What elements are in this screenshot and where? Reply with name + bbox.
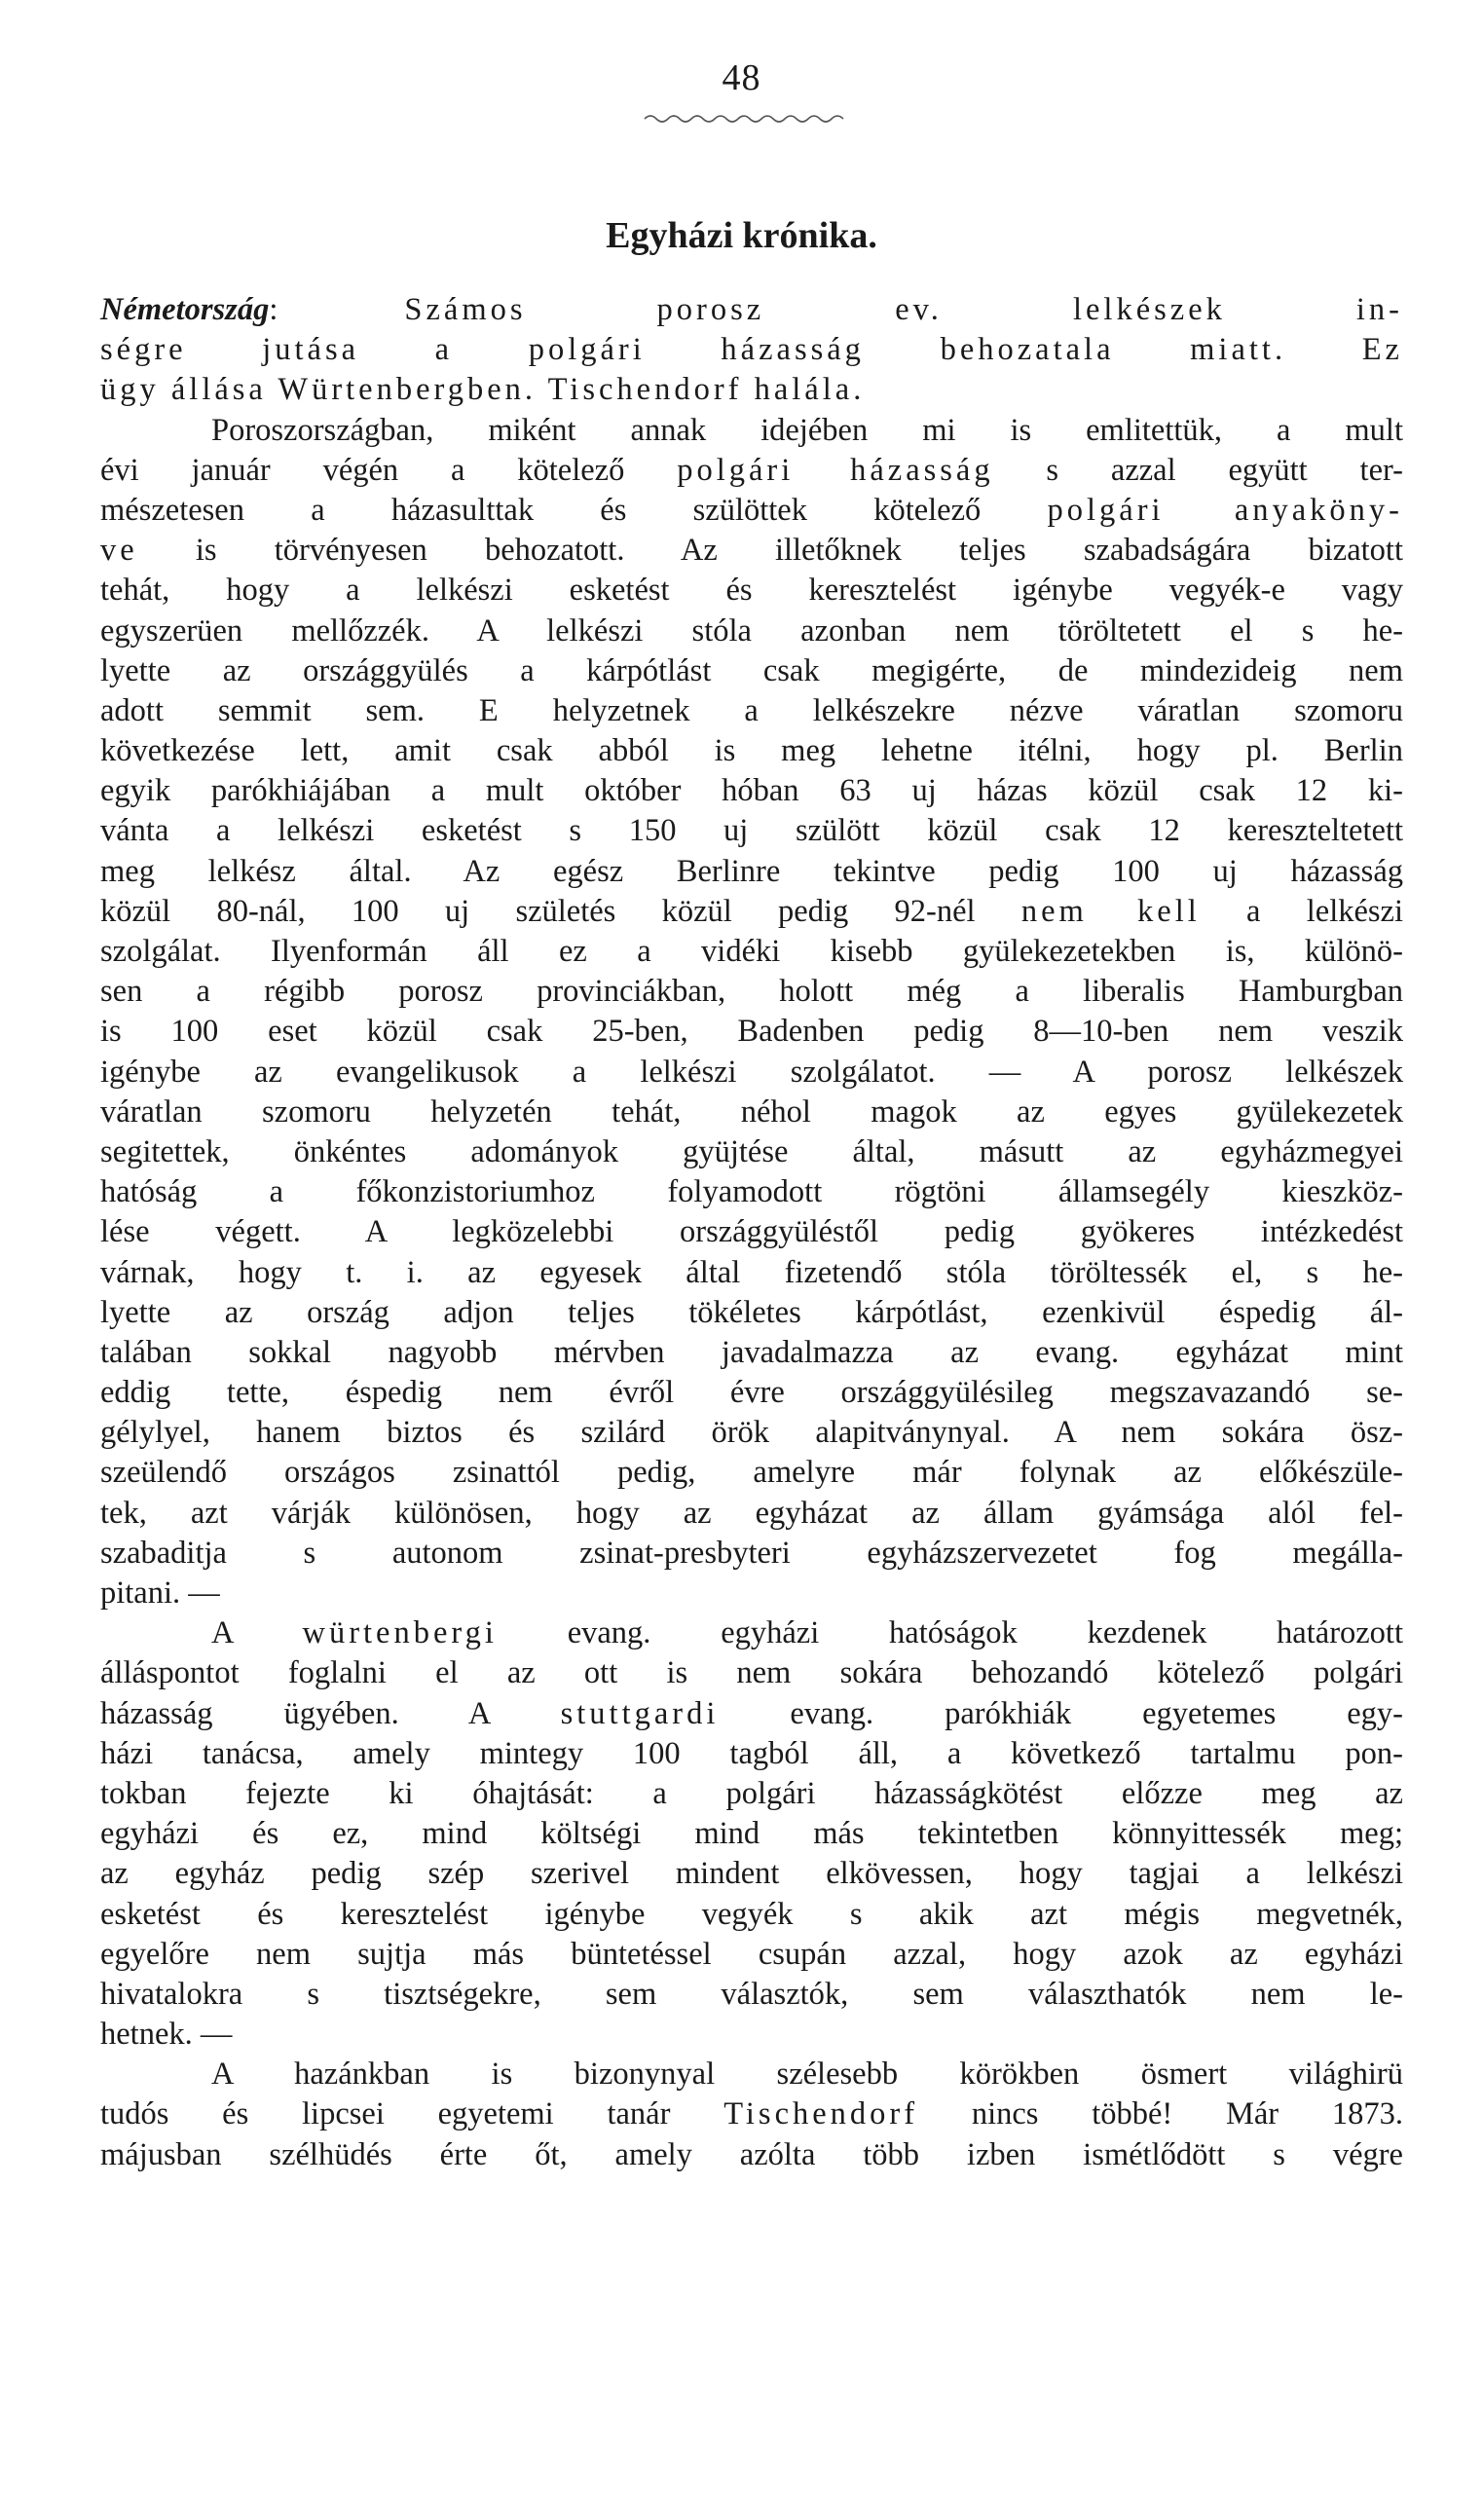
text-run: az egyház pedig szép szerivel mindent elkövessen, hogy tagjai a lelkészi xyxy=(100,1856,1403,1892)
text-run: Poroszországban, miként annak idejében mi is emlitettük, a mult xyxy=(211,412,1403,448)
text-line xyxy=(100,1494,1403,1534)
text-run: esketést és keresztelést igénybe vegyék s akik azt mégis megvetnék, xyxy=(100,1896,1403,1932)
ornament-rule xyxy=(643,111,847,127)
text-run: tokban fejezte ki óhajtását: a polgári házasságkötést előzze meg az xyxy=(100,1775,1403,1811)
text-run: közül 80-nál, 100 uj születés közül pedig 92-nél xyxy=(100,893,1021,929)
article-body xyxy=(100,290,1403,2175)
spaced-emphasis: Tischendorf xyxy=(723,2096,919,2132)
spaced-emphasis: würtenbergi xyxy=(302,1615,498,1651)
text-line xyxy=(100,2094,1403,2134)
spaced-emphasis: ügy állása Würtenbergben. Tischendorf halála. xyxy=(100,372,866,408)
text-line xyxy=(100,811,1403,851)
text-line xyxy=(100,1333,1403,1373)
spaced-emphasis: ségre jutása a polgári házasság behozatala miatt. Ez xyxy=(100,332,1403,368)
text-line xyxy=(100,531,1403,571)
text-run: egyik parókhiájában a mult október hóban 63 uj házas közül csak 12 ki- xyxy=(100,773,1403,809)
text-run: évi január végén a kötelező xyxy=(100,452,678,488)
text-line xyxy=(100,370,1403,410)
text-line xyxy=(100,1093,1403,1132)
spaced-emphasis: nem kell xyxy=(1020,893,1201,929)
text-line xyxy=(100,1574,1403,1613)
text-run: várnak, hogy t. i. az egyesek által fizetendő stóla töröltessék el, s he- xyxy=(100,1254,1403,1290)
text-run: egyszerüen mellőzzék. A lelkészi stóla azonban nem töröltetett el s he- xyxy=(100,612,1403,649)
text-line xyxy=(100,1694,1403,1734)
text-run: meg lelkész által. Az egész Berlinre tekintve pedig 100 uj házasság xyxy=(100,853,1403,889)
text-line xyxy=(100,1453,1403,1493)
text-line xyxy=(100,1293,1403,1333)
text-line xyxy=(100,1935,1403,1975)
text-line xyxy=(100,330,1403,370)
text-line xyxy=(100,932,1403,972)
page-number: 48 xyxy=(722,57,761,98)
text-run: igénybe az evangelikusok a lelkészi szolgálatot. — A porosz lelkészek xyxy=(100,1054,1403,1090)
text-run: vánta a lelkészi esketést s 150 uj szülött közül csak 12 kereszteltetett xyxy=(100,813,1403,849)
text-run: lése végett. A legközelebbi országgyüléstől pedig gyökeres intézkedést xyxy=(100,1214,1403,1250)
text-run: szeülendő országos zsinattól pedig, amelyre már folynak az előkészüle- xyxy=(100,1455,1403,1491)
text-line xyxy=(100,290,1403,330)
text-line xyxy=(100,1534,1403,1574)
text-run: a lelkészi xyxy=(1200,893,1403,929)
text-run: tek, azt várják különösen, hogy az egyházat az állam gyámsága alól fel- xyxy=(100,1495,1403,1531)
text-run: A hazánkban is bizonynyal szélesebb körökben ösmert világhirü xyxy=(211,2057,1403,2093)
text-run: következése lett, amit csak abból is meg lehetne itélni, hogy pl. Berlin xyxy=(100,733,1403,769)
text-line xyxy=(100,1814,1403,1854)
text-run: tudós és lipcsei egyetemi tanár xyxy=(100,2096,724,2132)
text-run: sen a régibb porosz provinciákban, holott még a liberalis Hamburgban xyxy=(100,974,1403,1010)
spaced-emphasis: polgári házasság xyxy=(677,452,994,488)
text-run: szolgálat. Ilyenformán áll ez a vidéki kisebb gyülekezetekben is, különö- xyxy=(100,934,1403,969)
text-line xyxy=(100,1172,1403,1212)
text-line xyxy=(100,1734,1403,1774)
text-run: evang. parókhiák egyetemes egy- xyxy=(719,1695,1403,1731)
text-run: tehát, hogy a lelkészi esketést és keresztelést igénybe vegyék-e vagy xyxy=(100,573,1403,609)
text-run: gélylyel, hanem biztos és szilárd örök alapitványnyal. A nem sokára ösz- xyxy=(100,1415,1403,1451)
text-run: evang. egyházi hatóságok kezdenek határozott xyxy=(497,1615,1403,1651)
text-run: álláspontot foglalni el az ott is nem sokára behozandó kötelező polgári xyxy=(100,1655,1403,1691)
text-run: A xyxy=(211,1615,303,1651)
text-line xyxy=(100,1653,1403,1693)
text-run: házasság ügyében. A xyxy=(100,1695,561,1731)
text-line xyxy=(100,1413,1403,1453)
text-line xyxy=(100,2055,1403,2094)
spaced-emphasis: polgári anyaköny- xyxy=(1047,492,1403,528)
text-run: lyette az ország adjon teljes tökéletes kárpótlást, ezenkivül éspedig ál- xyxy=(100,1294,1403,1330)
text-line xyxy=(100,1053,1403,1093)
text-line xyxy=(100,651,1403,691)
text-line xyxy=(100,491,1403,531)
text-line xyxy=(100,1774,1403,1814)
text-run: s azzal együtt ter- xyxy=(993,452,1403,488)
text-run: hetnek. — xyxy=(100,2017,233,2053)
text-run: egyházi és ez, mind költségi mind más tekintetben könnyittessék meg; xyxy=(100,1816,1403,1852)
text-run: talában sokkal nagyobb mérvben javadalmazza az evang. egyházat mint xyxy=(100,1334,1403,1370)
text-line xyxy=(100,1373,1403,1413)
text-line xyxy=(100,1253,1403,1293)
text-line xyxy=(100,1212,1403,1252)
text-line xyxy=(100,1132,1403,1172)
text-line xyxy=(100,1012,1403,1052)
text-run: hatóság a főkonzistoriumhoz folyamodott rögtöni államsegély kieszköz- xyxy=(100,1174,1403,1210)
text-run: szabaditja s autonom zsinat-presbyteri egyházszervezetet fog megálla- xyxy=(100,1535,1403,1571)
country-heading: Németország xyxy=(100,292,270,327)
text-line xyxy=(100,691,1403,731)
text-run: is törvényesen behozatott. Az illetőknek teljes szabadságára bizatott xyxy=(137,533,1403,569)
spaced-emphasis: stuttgardi xyxy=(560,1695,720,1731)
text-line xyxy=(100,972,1403,1012)
text-line xyxy=(100,892,1403,932)
text-line xyxy=(100,1613,1403,1653)
text-line xyxy=(100,1895,1403,1935)
text-run: : xyxy=(269,292,405,327)
text-run: pitani. — xyxy=(100,1575,220,1611)
text-line xyxy=(100,1854,1403,1894)
text-line xyxy=(100,771,1403,811)
text-run: házi tanácsa, amely mintegy 100 tagból áll, a következő tartalmu pon- xyxy=(100,1735,1403,1771)
section-title: Egyházi krónika. xyxy=(606,215,877,256)
text-run: egyelőre nem sujtja más büntetéssel csupán azzal, hogy azok az egyházi xyxy=(100,1936,1403,1972)
text-line xyxy=(100,411,1403,451)
text-run: májusban szélhüdés érte őt, amely azólta több izben ismétlődött s végre xyxy=(100,2136,1403,2172)
text-line xyxy=(100,852,1403,892)
text-run: segitettek, önkéntes adományok gyüjtése által, másutt az egyházmegyei xyxy=(100,1133,1403,1169)
text-line xyxy=(100,731,1403,771)
text-run: váratlan szomoru helyzetén tehát, néhol magok az egyes gyülekezetek xyxy=(100,1093,1403,1130)
text-run: adott semmit sem. E helyzetnek a lelkészekre nézve váratlan szomoru xyxy=(100,692,1403,728)
spaced-emphasis: ve xyxy=(100,533,138,569)
text-line xyxy=(100,1975,1403,2015)
text-line xyxy=(100,451,1403,491)
text-line xyxy=(100,611,1403,651)
text-run: lyette az országgyülés a kárpótlást csak megigérte, de mindezideig nem xyxy=(100,652,1403,688)
text-run: is 100 eset közül csak 25-ben, Badenben pedig 8—10-ben nem veszik xyxy=(100,1014,1403,1050)
text-line xyxy=(100,2015,1403,2055)
text-run: hivatalokra s tisztségekre, sem választók, sem választhatók nem le- xyxy=(100,1976,1403,2012)
text-run: eddig tette, éspedig nem évről évre országgyülésileg megszavazandó se- xyxy=(100,1375,1403,1411)
text-line xyxy=(100,571,1403,611)
spaced-emphasis: Számos porosz ev. lelkészek in- xyxy=(404,292,1404,327)
text-line xyxy=(100,2135,1403,2175)
text-run: nincs többé! Már 1873. xyxy=(918,2096,1403,2132)
text-run: mészetesen a házasulttak és szülöttek kötelező xyxy=(100,492,1048,528)
